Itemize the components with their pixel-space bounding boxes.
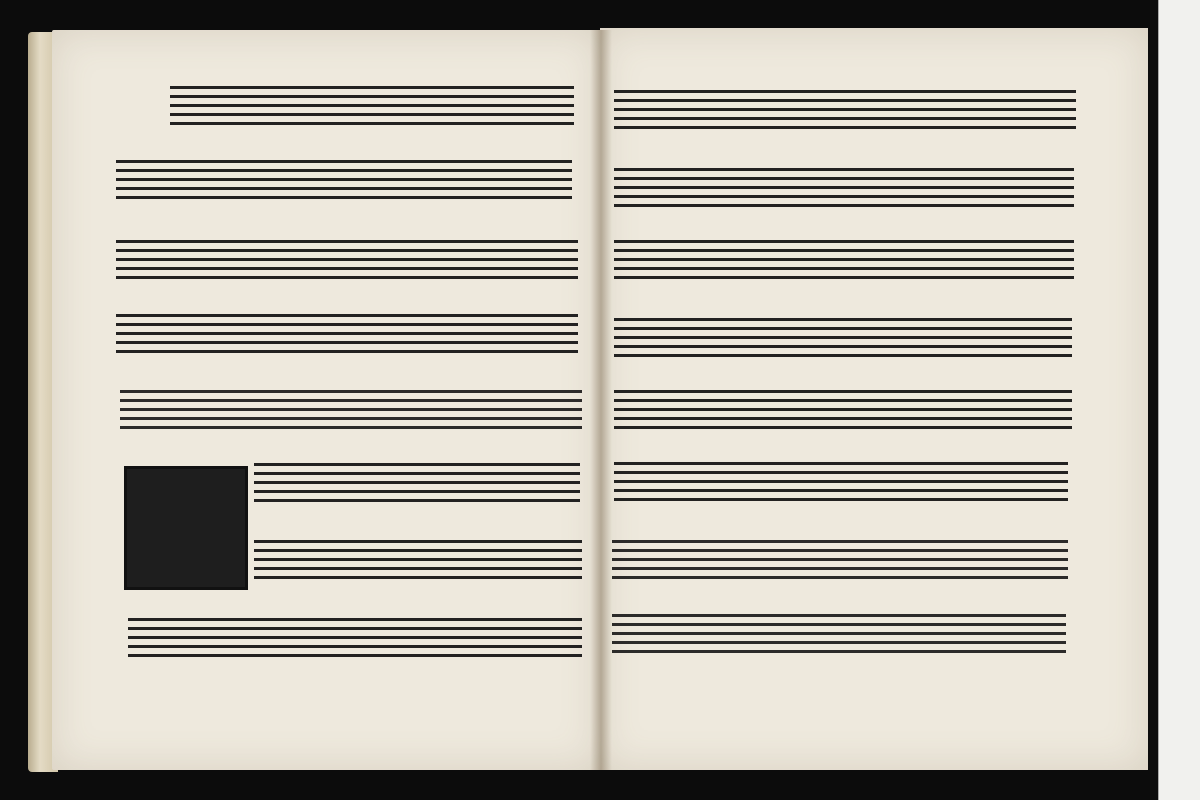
music-staff bbox=[116, 314, 578, 354]
notes-group bbox=[116, 240, 578, 280]
music-staff bbox=[128, 618, 582, 658]
notes-group bbox=[116, 314, 578, 354]
empty-staff bbox=[612, 540, 1068, 580]
notes-group bbox=[614, 168, 1074, 208]
music-staff bbox=[116, 240, 578, 280]
music-staff bbox=[254, 463, 580, 503]
music-staff bbox=[614, 240, 1074, 280]
notes-group bbox=[116, 160, 572, 200]
empty-staff bbox=[612, 614, 1066, 654]
notes-group bbox=[128, 618, 582, 658]
music-staff bbox=[614, 168, 1074, 208]
music-staff bbox=[614, 90, 1076, 130]
music-staff bbox=[170, 86, 574, 126]
notes-group bbox=[614, 390, 1072, 430]
measurement-ruler bbox=[1158, 0, 1200, 800]
music-staff bbox=[116, 160, 572, 200]
book-gutter bbox=[590, 30, 612, 770]
music-staff bbox=[254, 540, 582, 580]
notes-group bbox=[254, 463, 580, 503]
notes-group bbox=[254, 540, 582, 580]
music-staff bbox=[614, 318, 1072, 358]
empty-staff bbox=[120, 390, 582, 430]
notes-group bbox=[614, 318, 1072, 358]
notes-group bbox=[614, 90, 1076, 130]
notes-group bbox=[614, 240, 1074, 280]
notes-group bbox=[614, 462, 1068, 502]
music-staff bbox=[614, 390, 1072, 430]
notes-group bbox=[170, 86, 574, 126]
music-staff bbox=[614, 462, 1068, 502]
decorated-initial-e bbox=[124, 466, 248, 590]
